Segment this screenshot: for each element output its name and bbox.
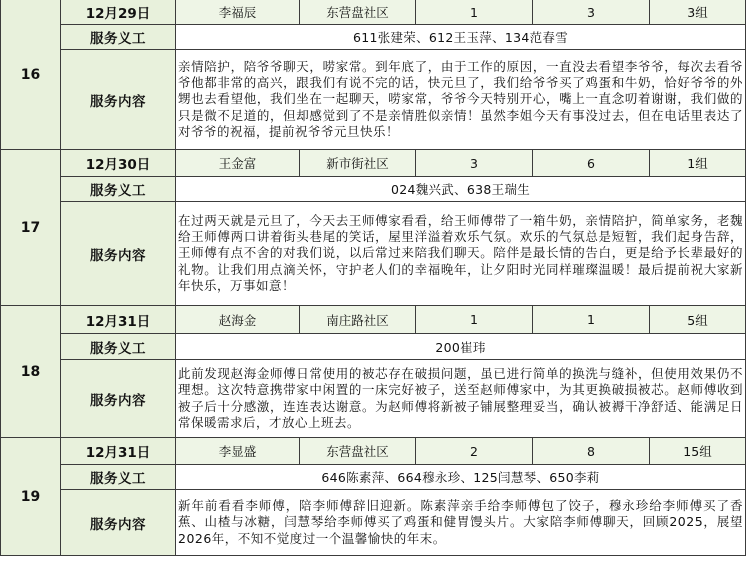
elder-name: 李福辰 (176, 0, 300, 25)
elder-name: 赵海金 (176, 306, 300, 334)
service-content: 此前发现赵海金师傅日常使用的被芯存在破损问题，虽已进行简单的换洗与缝补，但使用效果仍不理想。这次特意携带家中闲置的一床完好被子，送至赵师傅家中，为其更换破损被芯。赵师傅收到被子后十分感激，连连表达谢意。为赵师傅将新被子铺展整理妥当，确认被褥干净舒适、能满足日常保暖需求后，才放心上班去。 (176, 360, 746, 438)
record-19-info-row (1, 438, 746, 465)
service-content: 新年前看看李师傅，陪李师傅辞旧迎新。陈素萍亲手给李师傅包了饺子，穆永珍给李师傅买了香蕉、山楂与冰糖，闫慧琴给李师傅买了鸡蛋和健胃馒头片。大家陪李师傅聊天，回顾2025，展望2026年，不知不觉度过一个温馨愉快的年末。 (176, 490, 746, 556)
group-name: 15组 (650, 438, 746, 465)
count-b: 8 (533, 438, 650, 465)
volunteer-label: 服务义工 (61, 177, 176, 202)
elder-name: 李显盛 (176, 438, 300, 465)
count-a: 2 (416, 438, 533, 465)
record-17-volunteer-row (1, 177, 746, 202)
record-19-content-row (1, 490, 746, 556)
community-name: 南庄路社区 (300, 306, 416, 334)
community-name: 东营盘社区 (300, 0, 416, 25)
record-19-volunteer-row (1, 465, 746, 490)
volunteer-list: 200崔玮 (176, 334, 746, 360)
service-date: 12月30日 (61, 150, 176, 177)
group-name: 5组 (650, 306, 746, 334)
record-17-info-row (1, 150, 746, 177)
count-b: 6 (533, 150, 650, 177)
volunteer-label: 服务义工 (61, 25, 176, 50)
volunteer-label: 服务义工 (61, 334, 176, 360)
content-label: 服务内容 (61, 50, 176, 150)
content-label: 服务内容 (61, 360, 176, 438)
community-name: 新市街社区 (300, 150, 416, 177)
volunteer-list: 024魏兴武、638王瑞生 (176, 177, 746, 202)
service-date: 12月31日 (61, 438, 176, 465)
record-16-info-row (1, 0, 746, 25)
record-18-volunteer-row (1, 334, 746, 360)
service-content: 亲情陪护，陪爷爷聊天，唠家常。到年底了，由于工作的原因，一直没去看望李爷爷，每次去看爷爷他都非常的高兴，跟我们有说不完的话，快元旦了，我们给爷爷买了鸡蛋和牛奶，恰好爷爷的外甥也去看望他，我们坐在一起聊天，唠家常，爷爷今天特别开心，嘴上一直念叨着谢谢，我们做的只是微不足道的，但却感觉到了不是亲情胜似亲情！虽然李姐今天有事没过去，但在电话里表达了对爷爷的祝福，提前祝爷爷元旦快乐！ (176, 50, 746, 150)
record-number: 18 (1, 306, 61, 438)
record-number: 17 (1, 150, 61, 306)
content-label: 服务内容 (61, 490, 176, 556)
volunteer-list: 611张建荣、612王玉萍、134范春雪 (176, 25, 746, 50)
record-18-info-row (1, 306, 746, 334)
count-a: 1 (416, 0, 533, 25)
record-17-content-row (1, 202, 746, 306)
volunteer-label: 服务义工 (61, 465, 176, 490)
service-content: 在过两天就是元旦了，今天去王师傅家看看，给王师傅带了一箱牛奶，亲情陪护，简单家务，老魏给王师傅两口讲着街头巷尾的笑话，屋里洋溢着欢乐气氛。欢乐的气氛总是短暂，我们起身告辞，王师傅有点不舍的对我们说，以后常过来陪我们聊天。陪伴是最长情的告白，更是给予长辈最好的礼物。让我们用点滴关怀，守护老人们的幸福晚年，让夕阳时光同样璀璨温暖！最后提前祝大家新年快乐，万事如意！ (176, 202, 746, 306)
count-b: 3 (533, 0, 650, 25)
record-16-content-row (1, 50, 746, 150)
community-name: 东营盘社区 (300, 438, 416, 465)
service-date: 12月31日 (61, 306, 176, 334)
count-a: 1 (416, 306, 533, 334)
record-number: 16 (1, 0, 61, 150)
group-name: 1组 (650, 150, 746, 177)
elder-name: 王金富 (176, 150, 300, 177)
count-b: 1 (533, 306, 650, 334)
volunteer-list: 646陈素萍、664穆永珍、125闫慧琴、650李莉 (176, 465, 746, 490)
record-16-volunteer-row (1, 25, 746, 50)
content-label: 服务内容 (61, 202, 176, 306)
count-a: 3 (416, 150, 533, 177)
group-name: 3组 (650, 0, 746, 25)
record-18-content-row (1, 360, 746, 438)
record-number: 19 (1, 438, 61, 556)
service-date: 12月29日 (61, 0, 176, 25)
